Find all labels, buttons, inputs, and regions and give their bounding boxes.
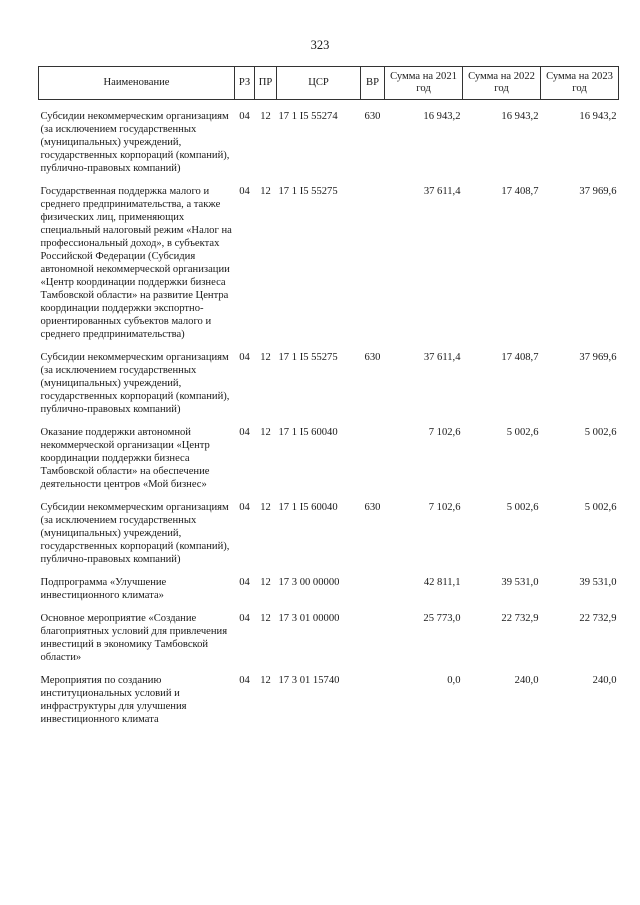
row-pr: 12 [260,613,271,624]
row-pr: 12 [260,352,271,363]
row-name: Подпрограмма «Улучшение инвестиционного климата» [40,577,167,601]
row-sum-2021: 16 943,2 [423,111,461,122]
header-name: Наименование [39,67,235,100]
row-sum-2021: 25 773,0 [423,613,461,624]
row-name: Государственная поддержка малого и среднего предпринимательства, а также физических лиц, применяющих специальный налоговый режим «Налог на профессиональный доход», в субъектах Российской Федерации (Субсидия автономной некоммерческой организации «Центр координации поддержки бизнеса Тамбовской области» на развитие Центра координации поддержки экспортно-ориентированных субъектов малого и среднего предпринимательства) [40,186,232,340]
header-vr: ВР [361,67,385,100]
row-csr: 17 3 01 15740 [278,675,340,686]
row-sum-2023: 240,0 [592,675,617,686]
row-sum-2022: 39 531,0 [501,577,539,588]
table-row [39,350,619,416]
row-sum-2022: 240,0 [514,675,539,686]
header-sum-2023: Сумма на 2023 год [541,67,619,100]
row-rz: 04 [239,502,250,513]
row-name: Субсидии некоммерческим организациям (за исключением государственных (муниципальных) учреждений, государственных корпораций (компаний), публично-правовых компаний) [40,352,230,415]
row-name: Основное мероприятие «Создание благоприятных условий для привлечения инвестиций в экономику Тамбовской области» [40,613,228,663]
row-name: Субсидии некоммерческим организациям (за исключением государственных (муниципальных) учреждений, государственных корпораций (компаний), публично-правовых компаний) [40,111,230,174]
row-sum-2021: 42 811,1 [423,577,461,588]
row-vr: 630 [364,352,381,363]
row-csr: 17 1 I5 60040 [278,502,338,513]
row-sum-2023: 16 943,2 [579,111,617,122]
row-sum-2021: 7 102,6 [428,427,461,438]
row-sum-2022: 16 943,2 [501,111,539,122]
header-rz: РЗ [235,67,255,100]
row-sum-2022: 5 002,6 [506,502,539,513]
row-rz: 04 [239,427,250,438]
row-sum-2021: 37 611,4 [423,186,461,197]
row-sum-2023: 37 969,6 [579,186,617,197]
table-row [39,109,619,175]
row-sum-2022: 17 408,7 [501,352,539,363]
row-vr [361,425,385,491]
row-name: Субсидии некоммерческим организациям (за исключением государственных (муниципальных) учреждений, государственных корпораций (компаний), публично-правовых компаний) [40,502,230,565]
row-pr: 12 [260,502,271,513]
row-rz: 04 [239,613,250,624]
row-sum-2023: 5 002,6 [584,502,617,513]
row-csr: 17 1 I5 60040 [278,427,338,438]
row-sum-2023: 22 732,9 [579,613,617,624]
header-sum-2022: Сумма на 2022 год [463,67,541,100]
table-header [39,67,619,100]
row-sum-2022: 5 002,6 [506,427,539,438]
row-vr [361,611,385,664]
row-sum-2023: 37 969,6 [579,352,617,363]
row-csr: 17 3 00 00000 [278,577,340,588]
table-row [39,184,619,341]
row-vr [361,575,385,602]
row-rz: 04 [239,186,250,197]
budget-table [38,66,619,726]
row-pr: 12 [260,186,271,197]
table-row [39,673,619,726]
row-csr: 17 3 01 00000 [278,613,340,624]
table-row [39,575,619,602]
row-vr: 630 [364,111,381,122]
row-pr: 12 [260,427,271,438]
row-rz: 04 [239,111,250,122]
row-pr: 12 [260,675,271,686]
header-csr: ЦСР [277,67,361,100]
row-vr: 630 [364,502,381,513]
row-pr: 12 [260,111,271,122]
row-sum-2023: 39 531,0 [579,577,617,588]
row-vr [361,184,385,341]
row-sum-2023: 5 002,6 [584,427,617,438]
row-vr [361,673,385,726]
header-pr: ПР [255,67,277,100]
row-csr: 17 1 I5 55275 [278,352,338,363]
table-row [39,611,619,664]
table-row [39,425,619,491]
row-name: Мероприятия по созданию институциональных условий и инфраструктуры для улучшения инвестиционного климата [40,675,187,725]
row-sum-2022: 17 408,7 [501,186,539,197]
table-row [39,500,619,566]
row-sum-2021: 0,0 [447,675,461,686]
row-sum-2021: 37 611,4 [423,352,461,363]
page-number: 323 [310,38,330,52]
row-csr: 17 1 I5 55275 [278,186,338,197]
row-name: Оказание поддержки автономной некоммерческой организации «Центр координации поддержки бизнеса Тамбовской области» на обеспечение деятельности центров «Мой бизнес» [40,427,210,490]
row-rz: 04 [239,577,250,588]
row-rz: 04 [239,352,250,363]
row-sum-2021: 7 102,6 [428,502,461,513]
row-rz: 04 [239,675,250,686]
row-csr: 17 1 I5 55274 [278,111,338,122]
row-pr: 12 [260,577,271,588]
row-sum-2022: 22 732,9 [501,613,539,624]
header-sum-2021: Сумма на 2021 год [385,67,463,100]
